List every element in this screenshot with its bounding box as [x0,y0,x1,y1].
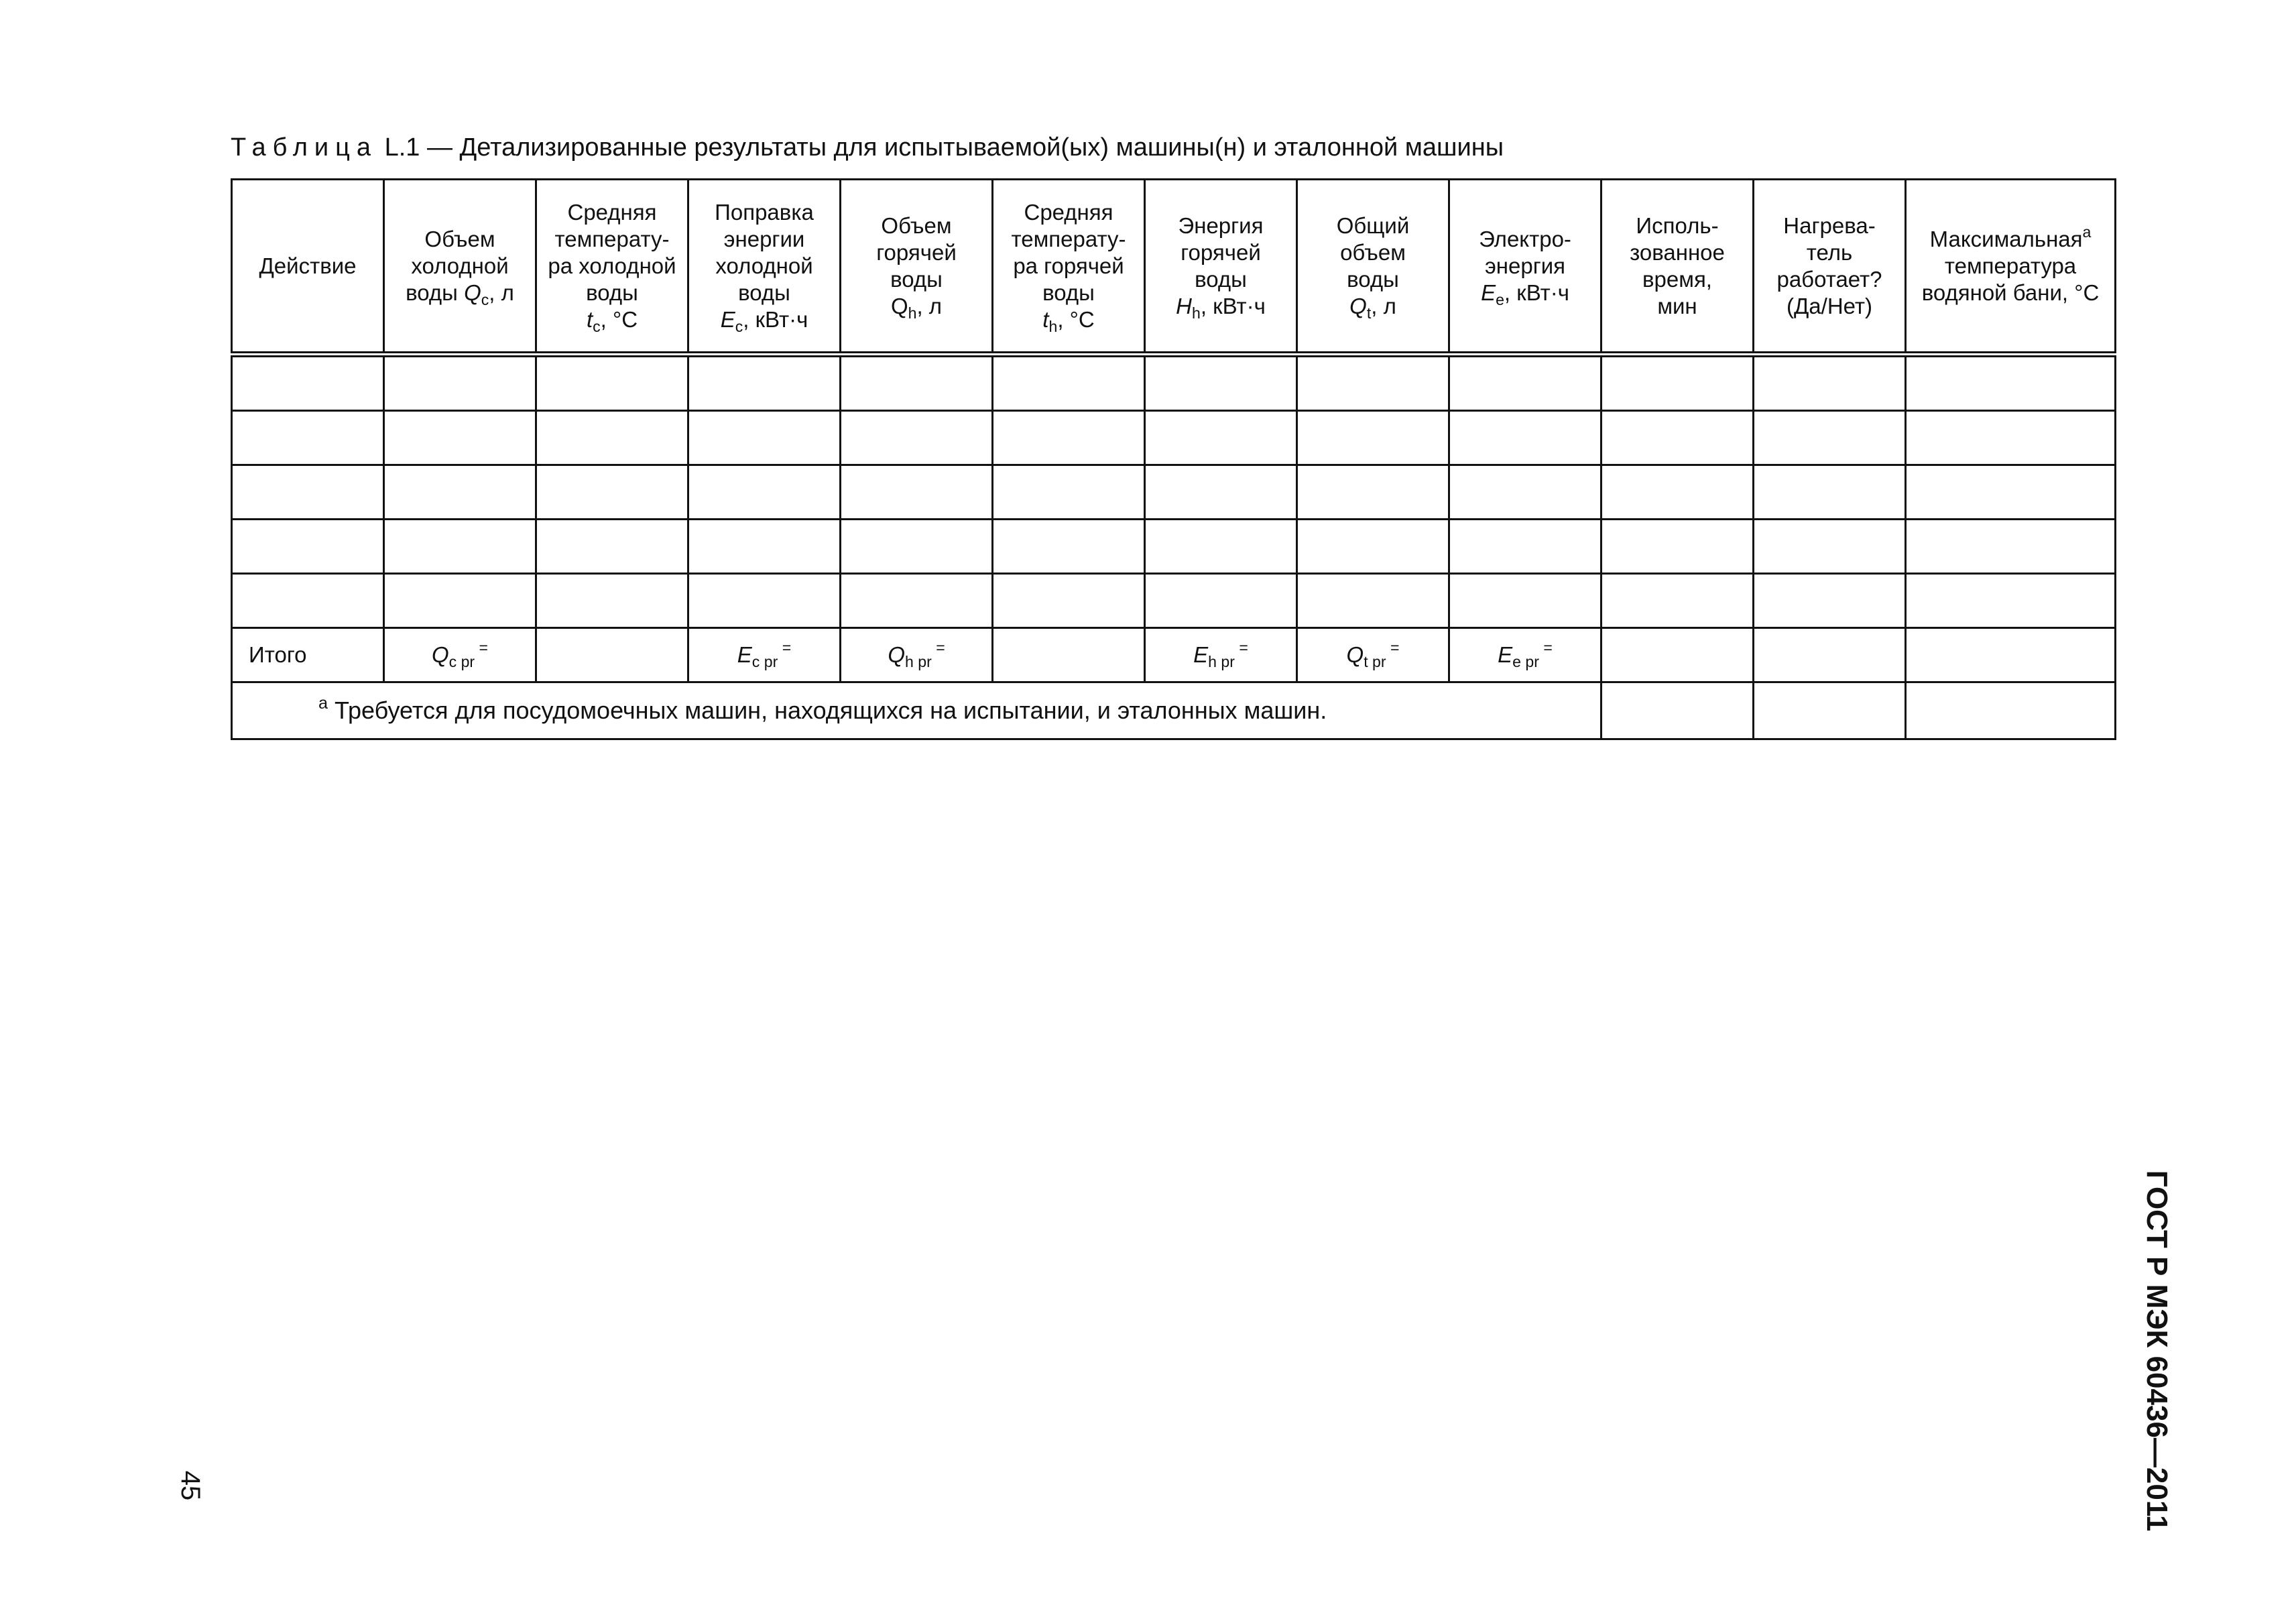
table-cell [1297,465,1449,520]
table-cell [1602,355,1754,411]
header-hot-water-temp: Средняя температу- ра горячей воды $t_h$, °C [993,180,1145,355]
table-cell [993,465,1145,520]
table-cell [993,411,1145,465]
table-cell [1906,628,2116,682]
footnote [232,682,1602,739]
totals-label: Итого [232,628,384,682]
table-cell [1754,465,1906,520]
table-cell [1602,682,1754,739]
table-cell [1297,355,1449,411]
header-cold-water-temp: Средняя температу- ра холодной воды $t_c$, °C [536,180,688,355]
table-cell [1906,465,2116,520]
table-cell [841,520,993,574]
table-cell [536,628,688,682]
table-caption [231,131,1504,164]
table-cell [688,411,841,465]
table-cell [1449,465,1602,520]
table-row [232,465,2116,520]
table-cell [384,520,536,574]
header-cold-water-volume: Объем холодной воды $Q_c$, л [384,180,536,355]
header-hot-water-energy: Энергия горячей воды $H_h$, кВт·ч [1145,180,1297,355]
table-cell [384,465,536,520]
table-cell [384,355,536,411]
standard-code: ГОСТ Р МЭК 60436—2011 [2140,1170,2173,1532]
table-cell [688,355,841,411]
table-row [232,355,2116,411]
results-table [231,178,2116,740]
table-cell [1906,520,2116,574]
page-number: 45 [176,1470,205,1501]
table-cell [1297,574,1449,628]
total-hot-water-volume: $Q_{h pr}$ = [841,628,993,682]
table-cell [1449,355,1602,411]
caption-text: — Детализированные результаты для испытываемой(ых) машины(н) и эталонной машины [426,133,1504,162]
table-cell [1754,411,1906,465]
caption-number: L.1 [384,133,420,162]
table-cell [993,574,1145,628]
table-cell [384,411,536,465]
header-max-bath-temp: Максимальная$^a$ температура водяной бани, °C [1906,180,2116,355]
total-cold-water-energy: $E_{c pr}$ = [688,628,841,682]
header-row [232,180,2116,355]
table-cell [688,574,841,628]
table-cell [1906,411,2116,465]
table-cell [1906,682,2116,739]
table-cell [1145,465,1297,520]
table-cell [1754,628,1906,682]
table-cell [841,574,993,628]
table-cell [536,520,688,574]
footnote-mark: a [318,693,328,713]
footnote-text: Требуется для посудомоечных машин, находящихся на испытании, и эталонных машин. [328,697,1327,724]
total-cold-water-volume: $Q_{c pr}$ = [384,628,536,682]
table-cell [993,628,1145,682]
table-cell [1449,411,1602,465]
table-cell [536,411,688,465]
table-cell [1754,355,1906,411]
table-cell [1145,574,1297,628]
table-cell [1602,574,1754,628]
total-hot-water-energy: $E_{h pr}$ = [1145,628,1297,682]
header-action: Действие [232,180,384,355]
total-total-water-volume: $Q_{t pr}$ = [1297,628,1449,682]
table-cell [1145,355,1297,411]
table-cell [1602,465,1754,520]
table-cell [1297,520,1449,574]
table-cell [1602,411,1754,465]
table-cell [232,574,384,628]
header-heater-on: Нагрева- тель работает? (Да/Нет) [1754,180,1906,355]
table-cell [841,411,993,465]
table-cell [232,355,384,411]
header-time-used: Исполь- зованное время, мин [1602,180,1754,355]
table-cell [232,411,384,465]
table-row [232,411,2116,465]
table-cell [1145,411,1297,465]
header-hot-water-volume: Объем горячей воды $Q_h$, л [841,180,993,355]
table-cell [1145,520,1297,574]
footnote-row [232,682,2116,739]
caption-label: Таблица [231,133,377,162]
table-cell [1602,628,1754,682]
table-cell [536,355,688,411]
table-cell [1754,682,1906,739]
table-cell [536,574,688,628]
table-cell [841,465,993,520]
table-cell [384,574,536,628]
table-cell [688,520,841,574]
table-cell [1754,574,1906,628]
table-cell [1754,520,1906,574]
table-cell [232,520,384,574]
table-cell [1297,411,1449,465]
table-cell [1449,574,1602,628]
table-cell [536,465,688,520]
total-electric-energy: $E_{e pr}$ = [1449,628,1602,682]
table-cell [993,520,1145,574]
totals-row [232,628,2116,682]
table-row [232,520,2116,574]
header-cold-water-energy-correction: Поправка энергии холодной воды $E_c$, кВт·ч [688,180,841,355]
table-row [232,574,2116,628]
table-cell [688,465,841,520]
table-cell [1906,574,2116,628]
table-cell [1602,520,1754,574]
table-cell [232,465,384,520]
table-cell [841,355,993,411]
table-cell [993,355,1145,411]
table-cell [1449,520,1602,574]
header-electric-energy: Электро- энергия $E_e$, кВт·ч [1449,180,1602,355]
header-total-water-volume: Общий объем воды $Q_t$, л [1297,180,1449,355]
table-cell [1906,355,2116,411]
